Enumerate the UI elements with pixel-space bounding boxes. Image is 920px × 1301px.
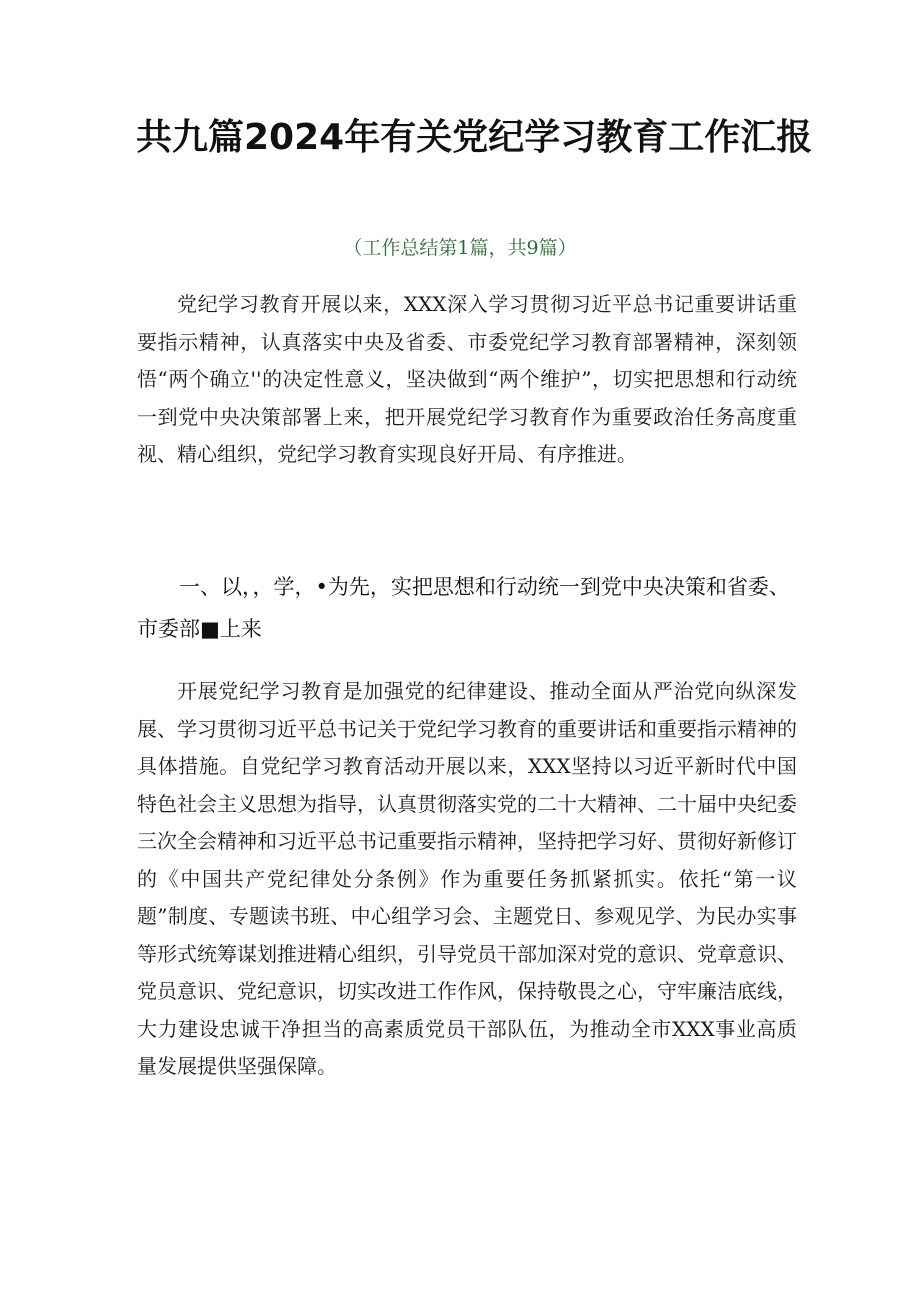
document-subtitle: （工作总结第1篇，共9篇） bbox=[343, 237, 577, 259]
section-heading-1: 一、以，，学，•为先，实把思想和行动统一到党中央决策和省委、市委部■上来 bbox=[137, 575, 790, 641]
document-title: 共九篇2024年有关党纪学习教育工作汇报 bbox=[136, 117, 813, 158]
paragraph-intro: 党纪学习教育开展以来，XXX深入学习贯彻习近平总书记重要讲话重要指示精神，认真落实中央及省委、市委党纪学习教育部署精神，深刻领悟“两个确立''的决定性意义，坚决做到“两个维护”，切实把思想和行动统一到党中央决策部署上来，把开展党纪学习教育作为重要政治任务高度重视、精心组织，党纪学习教育实现良好开局、有序推进。 bbox=[137, 292, 797, 466]
paragraph-section-1: 开展党纪学习教育是加强党的纪律建设、推动全面从严治党向纵深发展、学习贯彻习近平总书记关于党纪学习教育的重要讲话和重要指示精神的具体措施。自党纪学习教育活动开展以来，XXX坚持以习近平新时代中国特色社会主义思想为指导，认真贯彻落实党的二十大精神、二十届中央纪委三次全会精神和习近平总书记重要指示精神，坚持把学习好、贯彻好新修订的《中国共产党纪律处分条例》作为重要任务抓紧抓实。依托“第一议题”制度、专题读书班、中心组学习会、主题党日、参观见学、为民办实事等形式统筹谋划推进精心组织，引导党员干部加深对党的意识、党章意识、党员意识、党纪意识，切实改进工作作风，保持敬畏之心，守牢廉洁底线，大力建设忠诚干净担当的高素质党员干部队伍，为推动全市XXX事业高质量发展提供坚强保障。 bbox=[137, 679, 797, 1078]
